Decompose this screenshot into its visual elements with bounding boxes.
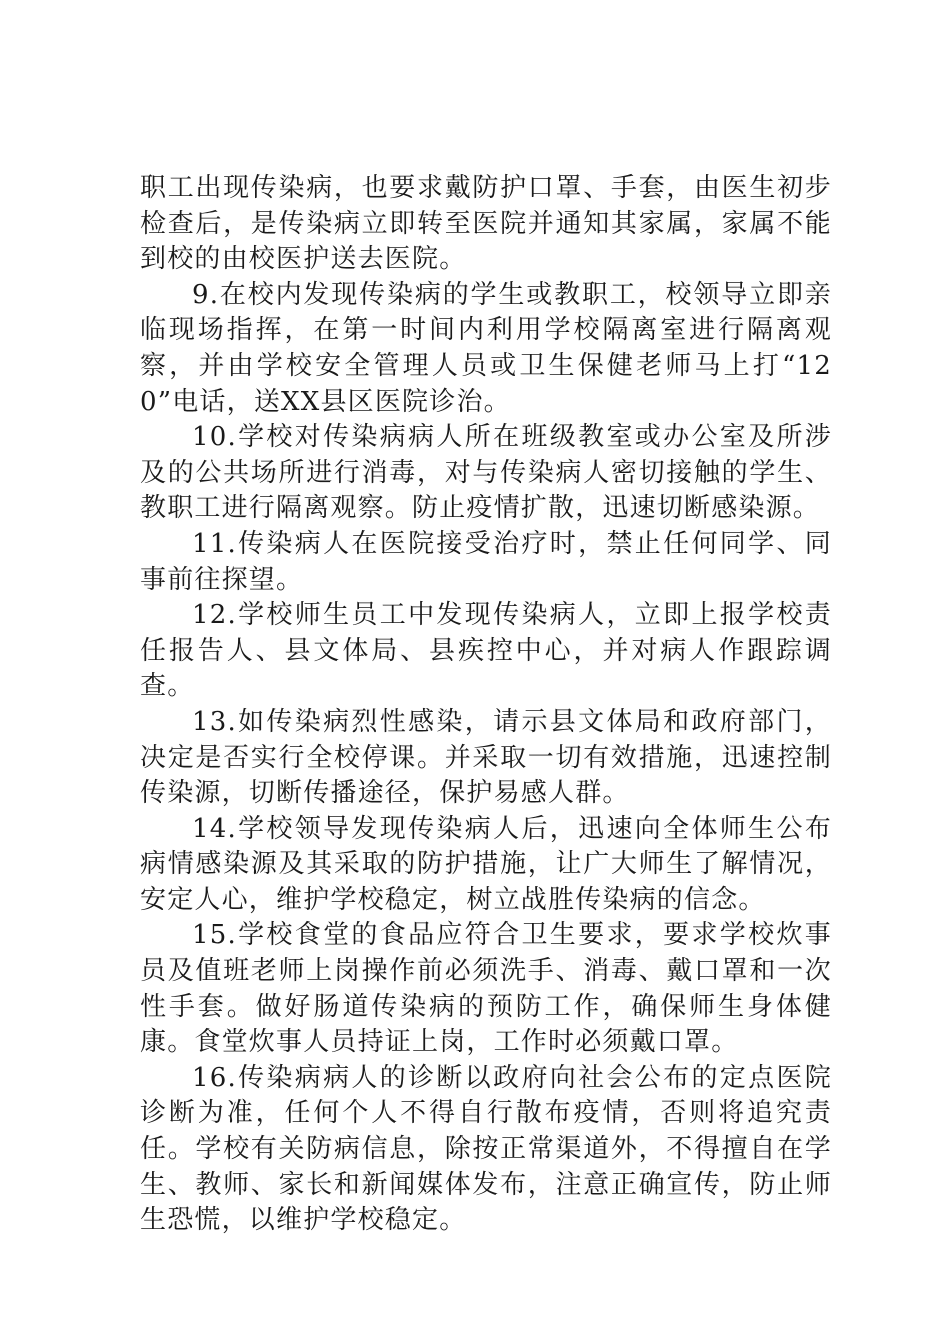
paragraph-item-13: 13.如传染病烈性感染，请示县文体局和政府部门，决定是否实行全校停课。并采取一切有效措施，迅速控制传染源，切断传播途径，保护易感人群。 bbox=[140, 706, 832, 809]
paragraph-item-16: 16.传染病病人的诊断以政府向社会公布的定点医院诊断为准，任何个人不得自行散布疫情，否则将追究责任。学校有关防病信息，除按正常渠道外，不得擅自在学生、教师、家长和新闻媒体发布，注意正确宣传，防止师生恐慌，以维护学校稳定。 bbox=[140, 1062, 832, 1236]
paragraph-continuation: 职工出现传染病，也要求戴防护口罩、手套，由医生初步检查后，是传染病立即转至医院并通知其家属，家属不能到校的由校医护送去医院。 bbox=[140, 173, 832, 275]
paragraph-item-10: 10.学校对传染病病人所在班级教室或办公室及所涉及的公共场所进行消毒，对与传染病人密切接触的学生、教职工进行隔离观察。防止疫情扩散，迅速切断感染源。 bbox=[140, 422, 832, 524]
paragraph-item-11: 11.传染病人在医院接受治疗时，禁止任何同学、同事前往探望。 bbox=[140, 528, 832, 595]
paragraph-item-9: 9.在校内发现传染病的学生或教职工，校领导立即亲临现场指挥，在第一时间内利用学校隔离室进行隔离观察，并由学校安全管理人员或卫生保健老师马上打“120”电话，送XX县区医院诊治。 bbox=[140, 279, 832, 417]
document-body bbox=[140, 171, 832, 1239]
paragraph-item-15: 15.学校食堂的食品应符合卫生要求，要求学校炊事员及值班老师上岗操作前必须洗手、消毒、戴口罩和一次性手套。做好肠道传染病的预防工作，确保师生身体健康。食堂炊事人员持证上岗，工作时必须戴口罩。 bbox=[140, 920, 832, 1058]
paragraph-item-12: 12.学校师生员工中发现传染病人，立即上报学校责任报告人、县文体局、县疾控中心，并对病人作跟踪调查。 bbox=[140, 600, 832, 702]
paragraph-item-14: 14.学校领导发现传染病人后，迅速向全体师生公布病情感染源及其采取的防护措施，让广大师生了解情况，安定人心，维护学校稳定，树立战胜传染病的信念。 bbox=[140, 813, 832, 915]
